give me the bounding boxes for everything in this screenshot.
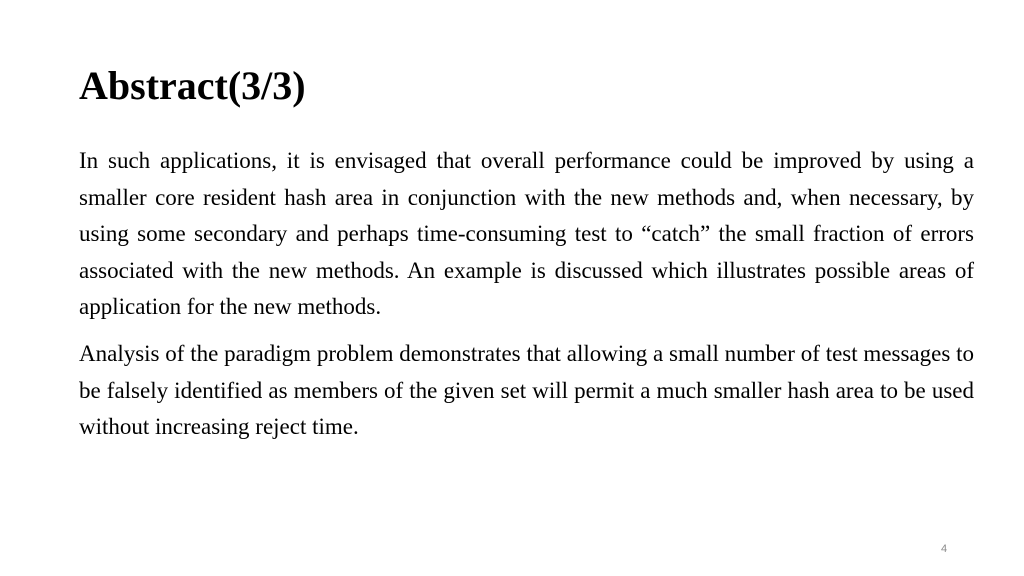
page-number: 4 [940, 543, 948, 555]
body-paragraph-1: In such applications, it is envisaged that overall performance could be improved by using a smaller core resident hash area in conjunction with the new methods and, when necessary, by using some secondary and perhaps time-consuming test to “catch” the small fraction of errors associated with the new methods. An example is discussed which illustrates possible areas of application for the new methods. [79, 148, 974, 320]
slide-body [79, 143, 974, 446]
body-paragraph-2: Analysis of the paradigm problem demonstrates that allowing a small number of test messages to be falsely identified as members of the given set will permit a much smaller hash area to be used without increasing reject time. [79, 340, 974, 440]
slide-title: Abstract(3/3) [79, 63, 306, 108]
